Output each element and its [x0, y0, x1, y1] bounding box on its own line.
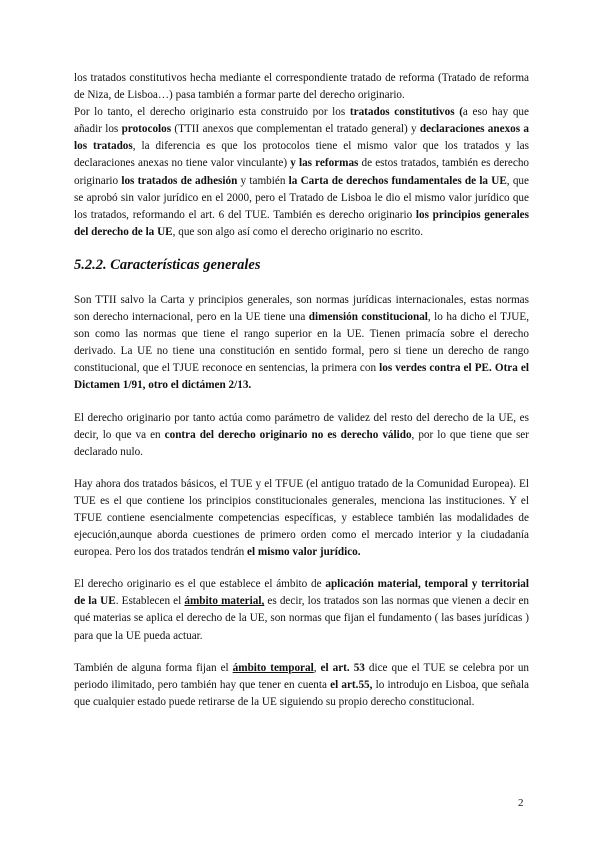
bold-text: aplicación material, temporal y territorial de la UE — [74, 578, 529, 608]
bold-text: declaraciones anexos a los tratados — [74, 123, 530, 153]
bold-text: la Carta de derechos fundamentales de la UE — [288, 174, 507, 187]
text-run: El derecho originario es el que establece el ámbito de — [74, 578, 326, 591]
text-run: , por lo que tiene que ser declarado nulo. — [74, 428, 529, 458]
text-run: Hay ahora dos tratados básicos, el TUE y el TFUE (el antiguo tratado de la Comunidad Europea). El TUE es el que contiene los principios constitucionales generales, menciona las instituciones. Y el TFUE contiene esencialmente competencias específicas, y establece también las modalidades de ejecución,aunque aborda cuestiones de primero orden como el mercado interior y la ciudadanía europea. Pero los dos tratados tendrán — [74, 477, 529, 559]
text-run: es decir, los tratados son las normas que vienen a decir en qué materias se aplica el derecho de la UE, son normas que fijan el fundamento ( las bases jurídicas ) para que la UE pueda actuar. — [74, 595, 530, 642]
paragraph — [74, 104, 529, 241]
text-run: . Establecen el — [115, 595, 185, 608]
text-run: , que se aprobó sin valor jurídico en el 2000, pero el Tratado de Lisboa le dio el mismo valor jurídico que los tratados, reformando el art. 6 del TUE. También es derecho originario — [74, 174, 529, 221]
paragraph — [74, 70, 529, 104]
paragraph — [74, 576, 529, 644]
bold-text: contra del derecho originario no es derecho válido — [164, 428, 412, 441]
bold-text: los principios generales del derecho de la UE — [74, 208, 529, 238]
bold-text: tratados constitutivos ( — [349, 106, 463, 119]
bold-text: el mismo valor jurídico. — [247, 546, 361, 559]
bold-text: el art.55, — [330, 678, 373, 691]
text-run: , que son algo así como el derecho originario no escrito. — [172, 225, 424, 238]
text-run: y también — [237, 174, 289, 187]
text-run: Son TTII salvo la Carta y principios generales, son normas jurídicas internacionales, estas normas son derecho internacional, pero en la UE tiene una — [74, 293, 529, 324]
text-run: lo introdujo en Lisboa, que señala que cualquier estado puede retirarse de la UE siguiendo su propio derecho constitucional. — [74, 678, 530, 708]
text-run: , la diferencia es que los protocolos tiene el mismo valor que los tratados y las declaraciones anexas no tiene valor vinculante) — [74, 140, 529, 170]
bold-text: ámbito material, — [184, 595, 265, 608]
section-paragraphs — [74, 292, 529, 711]
text-run: (TTII anexos que complementan el tratado general) y — [171, 123, 420, 136]
paragraph — [74, 476, 529, 561]
bold-text: y las reformas — [290, 157, 359, 170]
bold-text: los tratados de adhesión — [121, 174, 238, 187]
paragraph — [74, 410, 529, 461]
page-number: 2 — [518, 797, 524, 809]
paragraph — [74, 292, 529, 395]
text-run: , lo ha dicho el TJUE, son como las normas que tiene el rango superior en la UE. Tienen primacía sobre el derecho derivado. La UE no tiene una constitución en sentido formal, pero si tiene un derecho de rango constitucional, que el TJUE reconoce en sentencias, la primera con — [74, 311, 529, 375]
paragraph — [74, 660, 529, 711]
text-run: El derecho originario por tanto actúa como parámetro de validez del resto del derecho de la UE, es decir, lo que va en — [74, 411, 529, 441]
section-heading: 5.2.2. Características generales — [74, 256, 261, 273]
bold-text: el art. 53 — [320, 661, 365, 674]
bold-text: ámbito temporal — [232, 661, 314, 674]
text-run: los tratados constitutivos hecha mediante el correspondiente tratado de reforma (Tratado de reforma de Niza, de Lisboa…) pasa también a formar parte del derecho originario. — [74, 72, 529, 102]
text-run: , — [313, 661, 321, 674]
intro-paragraphs — [74, 70, 529, 241]
text-run: dice que el TUE se celebra por un periodo ilimitado, pero también hay que tener en cuenta — [74, 661, 530, 691]
text-run: Por lo tanto, el derecho originario esta construido por los — [74, 106, 350, 119]
text-run: a eso hay que añadir los — [74, 106, 529, 136]
page-content — [74, 70, 529, 711]
text-run: También de alguna forma fijan el — [74, 661, 233, 674]
bold-text: dimensión constitucional — [308, 311, 428, 324]
text-run: de estos tratados, también es derecho originario — [74, 157, 530, 187]
bold-text: los verdes contra el PE. Otra el Dictamen 1/91, otro el dictámen 2/13. — [74, 362, 529, 392]
bold-text: protocolos — [121, 123, 172, 136]
